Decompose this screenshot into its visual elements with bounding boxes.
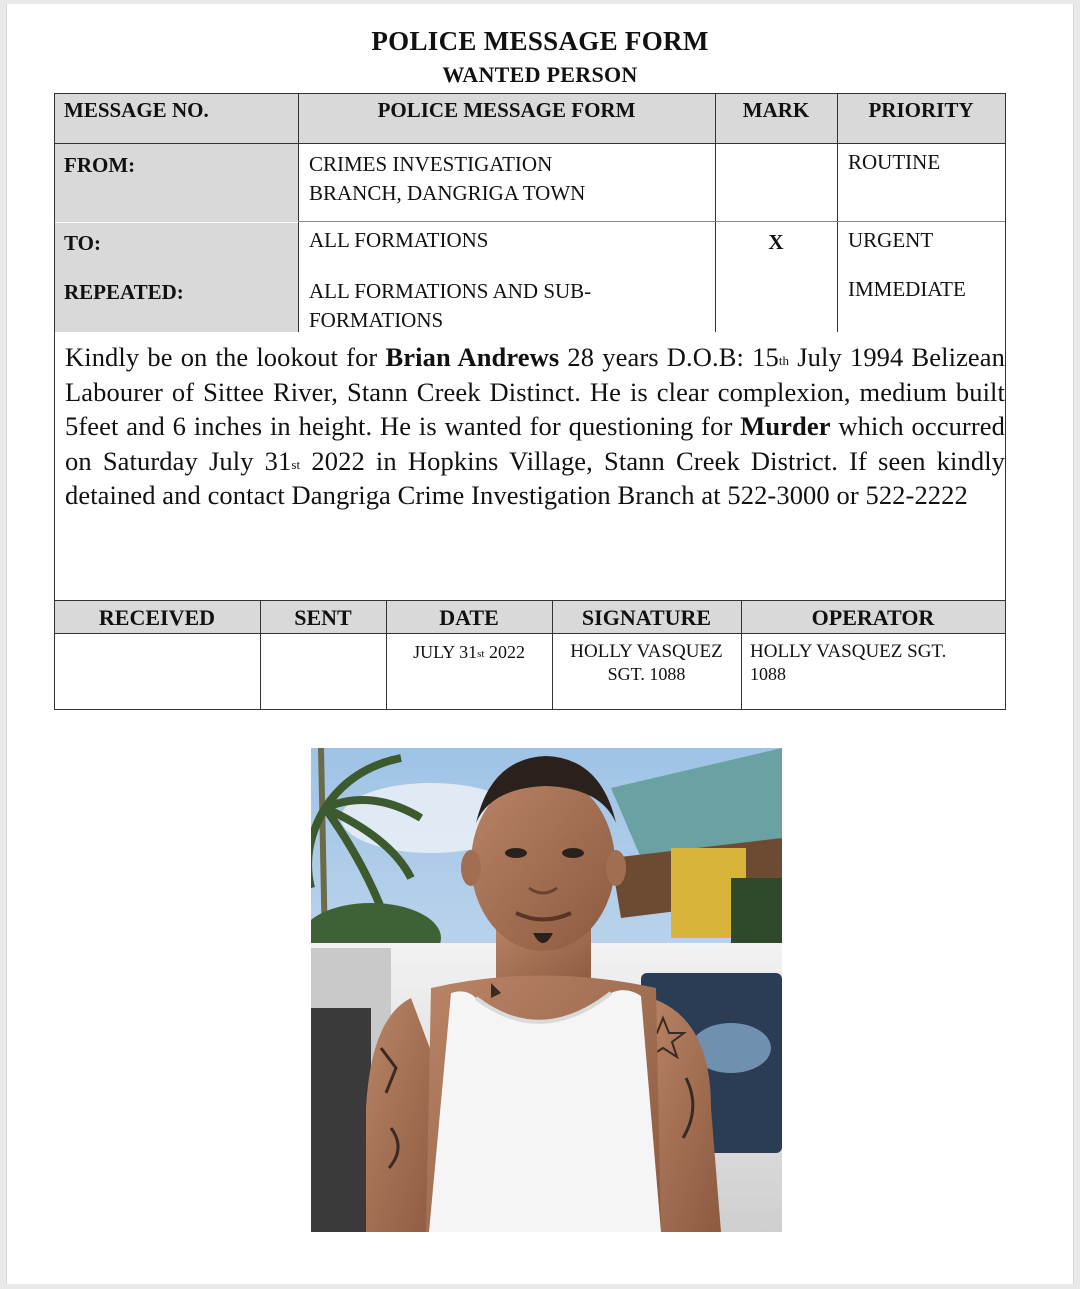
signature-value: HOLLY VASQUEZ SGT. 1088 — [570, 641, 723, 684]
date-label: DATE — [439, 605, 499, 630]
message-no-label: MESSAGE NO. — [64, 98, 209, 122]
crime: Murder — [740, 411, 831, 441]
priority-immediate: IMMEDIATE — [848, 277, 966, 301]
to-label: TO: — [64, 231, 101, 255]
priority-urgent: URGENT — [848, 228, 934, 252]
operator-value: HOLLY VASQUEZ SGT. 1088 — [750, 641, 947, 684]
from-value — [309, 150, 585, 208]
suspect-photo — [311, 748, 782, 1232]
operator-label: OPERATOR — [811, 605, 935, 630]
footer-table — [54, 600, 1006, 710]
form-title: POLICE MESSAGE FORM — [371, 26, 709, 56]
form-label: POLICE MESSAGE FORM — [377, 98, 636, 122]
signature-label: SIGNATURE — [581, 605, 712, 630]
from-value-line1: CRIMES INVESTIGATION — [309, 152, 553, 176]
suspect-name: Brian Andrews — [385, 342, 560, 372]
priority-label: PRIORITY — [868, 98, 974, 122]
repeated-label: REPEATED: — [64, 280, 184, 304]
mark-label: MARK — [742, 98, 810, 122]
sent-label: SENT — [294, 605, 352, 630]
priority-routine: ROUTINE — [848, 150, 941, 174]
header-table — [54, 93, 1006, 332]
repeated-value-line1: ALL FORMATIONS AND SUB- — [309, 279, 592, 303]
message-body: Kindly be on the lookout for Brian Andrews 28 years D.O.B: 15th July 1994 Belizean Labourer of Sittee River, Stann Creek Distinct. He is clear complexion, medium built 5feet and 6 inches in height. He is wanted for questioning for Murder which occurred on Saturday July 31st 2022 in Hopkins Village, Stann Creek District. If seen kindly detained and contact Dangriga Crime Investigation Branch at 522-3000 or 522-2222 — [54, 332, 1006, 600]
date-value: JULY 31st 2022 — [413, 642, 525, 662]
received-label: RECEIVED — [98, 605, 216, 630]
repeated-value — [309, 277, 591, 335]
from-value-line2: BRANCH, DANGRIGA TOWN — [309, 181, 586, 205]
repeated-value-line2: FORMATIONS — [309, 308, 444, 332]
from-label: FROM: — [64, 153, 136, 177]
to-value: ALL FORMATIONS — [309, 228, 489, 252]
mark-value: X — [768, 230, 784, 254]
form-subtitle: WANTED PERSON — [442, 62, 638, 87]
